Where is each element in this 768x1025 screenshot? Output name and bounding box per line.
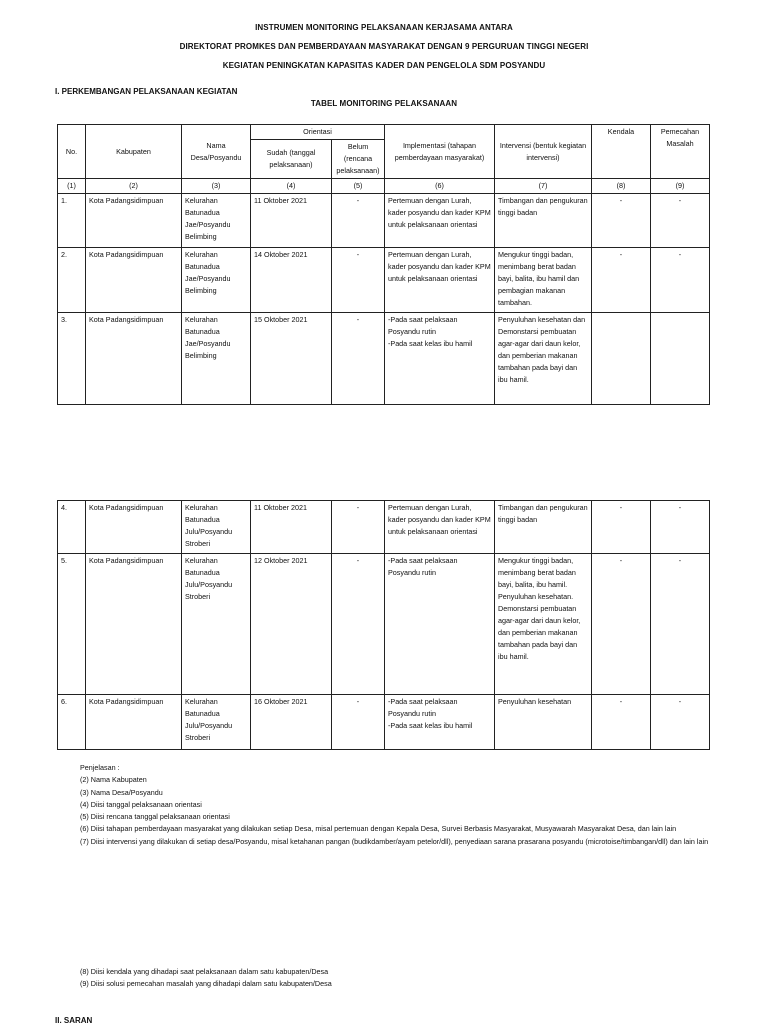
cell-kendala: - (592, 695, 651, 750)
cell-sudah: 15 Oktober 2021 (251, 313, 332, 405)
cell-pemecahan (651, 313, 710, 405)
cell-belum: - (332, 554, 385, 695)
cell-kabupaten: Kota Padangsidimpuan (86, 554, 182, 695)
doc-title-line-3: KEGIATAN PENINGKATAN KAPASITAS KADER DAN PENGELOLA SDM POSYANDU (222, 61, 546, 70)
cell-kendala: - (592, 194, 651, 248)
col-header-nama-desa: Nama Desa/Posyandu (182, 125, 251, 179)
col-number: (1) (58, 179, 86, 194)
column-number-row (58, 179, 710, 194)
cell-implementasi: -Pada saat pelaksaan Posyandu rutin -Pada saat kelas ibu hamil (385, 313, 495, 405)
notes-block-bottom (80, 966, 712, 991)
col-number: (4) (251, 179, 332, 194)
col-header-sudah: Sudah (tanggal pelaksanaan) (251, 140, 332, 179)
cell-pemecahan: - (651, 554, 710, 695)
cell-kendala: - (592, 554, 651, 695)
col-header-pemecahan: Pemecahan Masalah (651, 125, 710, 179)
cell-kabupaten: Kota Padangsidimpuan (86, 313, 182, 405)
cell-desa: Kelurahan Batunadua Julu/Posyandu Stroberi (182, 554, 251, 695)
col-header-implementasi: Implementasi (tahapan pemberdayaan masyarakat) (385, 125, 495, 179)
col-number: (8) (592, 179, 651, 194)
cell-no: 2. (58, 248, 86, 313)
cell-kabupaten: Kota Padangsidimpuan (86, 194, 182, 248)
notes-block (80, 762, 712, 848)
col-header-kendala: Kendala (592, 125, 651, 179)
cell-desa: Kelurahan Batunadua Jae/Posyandu Belimbing (182, 313, 251, 405)
cell-sudah: 11 Oktober 2021 (251, 501, 332, 554)
cell-implementasi: -Pada saat pelaksaan Posyandu rutin -Pada saat kelas ibu hamil (385, 695, 495, 750)
cell-kabupaten: Kota Padangsidimpuan (86, 501, 182, 554)
cell-kabupaten: Kota Padangsidimpuan (86, 248, 182, 313)
col-header-belum: Belum (rencana pelaksanaan) (332, 140, 385, 179)
col-number: (3) (182, 179, 251, 194)
note-item: (7) Diisi intervensi yang dilakukan di setiap desa/Posyandu, misal ketahanan pangan (budikdamber/ayam petelor/dll), penyediaan sarana prasarana posyandu (microtoise/timbangan/dll) dan lain lain (80, 836, 709, 846)
cell-pemecahan: - (651, 695, 710, 750)
table-row (58, 194, 710, 248)
note-item: (2) Nama Kabupaten (80, 775, 147, 785)
cell-no: 6. (58, 695, 86, 750)
col-number: (7) (495, 179, 592, 194)
cell-belum: - (332, 313, 385, 405)
cell-desa: Kelurahan Batunadua Jae/Posyandu Belimbing (182, 248, 251, 313)
col-number: (9) (651, 179, 710, 194)
cell-belum: - (332, 194, 385, 248)
cell-sudah: 16 Oktober 2021 (251, 695, 332, 750)
cell-implementasi: Pertemuan dengan Lurah, kader posyandu dan kader KPM untuk pelaksanaan orientasi (385, 248, 495, 313)
cell-no: 1. (58, 194, 86, 248)
note-item: (5) Diisi rencana tanggal pelaksanaan orientasi (80, 812, 230, 822)
cell-belum: - (332, 695, 385, 750)
cell-pemecahan: - (651, 248, 710, 313)
cell-intervensi: Mengukur tinggi badan, menimbang berat badan bayi, balita, ibu hamil dan pembagian makanan tambahan. (495, 248, 592, 313)
col-header-intervensi: Intervensi (bentuk kegiatan intervensi) (495, 125, 592, 179)
cell-kendala: - (592, 248, 651, 313)
cell-sudah: 14 Oktober 2021 (251, 248, 332, 313)
cell-kabupaten: Kota Padangsidimpuan (86, 695, 182, 750)
table-row (58, 248, 710, 313)
table-row (58, 554, 710, 695)
cell-intervensi: Penyuluhan kesehatan (495, 695, 592, 750)
cell-pemecahan: - (651, 194, 710, 248)
doc-title-line-1: INSTRUMEN MONITORING PELAKSANAAN KERJASAMA ANTARA (255, 23, 513, 32)
note-item: (8) Diisi kendala yang dihadapi saat pelaksanaan dalam satu kabupaten/Desa (80, 967, 329, 976)
table-row (58, 313, 710, 405)
note-item: (3) Nama Desa/Posyandu (80, 787, 163, 797)
col-number: (2) (86, 179, 182, 194)
cell-pemecahan: - (651, 501, 710, 554)
table-title: TABEL MONITORING PELAKSANAAN (310, 99, 458, 108)
cell-sudah: 11 Oktober 2021 (251, 194, 332, 248)
section-heading-1: I. PERKEMBANGAN PELAKSANAAN KEGIATAN (55, 87, 238, 96)
monitoring-table-part-1 (57, 124, 710, 405)
table-row (58, 695, 710, 750)
cell-kendala (592, 313, 651, 405)
cell-belum: - (332, 248, 385, 313)
col-number: (6) (385, 179, 495, 194)
cell-intervensi: Mengukur tinggi badan, menimbang berat badan bayi, balita, ibu hamil. Penyuluhan kesehatan. Demonstarsi pembuatan agar-agar dari daun kelor, dan pemberian makanan tambahan pada bayi dan ibu hamil. (495, 554, 592, 695)
cell-intervensi: Timbangan dan pengukuran tinggi badan (495, 194, 592, 248)
cell-intervensi: Penyuluhan kesehatan dan Demonstarsi pembuatan agar-agar dari daun kelor, dan pemberian makanan tambahan pada bayi dan ibu hamil. (495, 313, 592, 405)
cell-no: 5. (58, 554, 86, 695)
col-header-orientasi: Orientasi (251, 125, 385, 140)
cell-desa: Kelurahan Batunadua Julu/Posyandu Stroberi (182, 695, 251, 750)
note-item: (9) Diisi solusi pemecahan masalah yang dihadapi dalam satu kabupaten/Desa (80, 979, 332, 989)
note-item: (6) Diisi tahapan pemberdayaan masyarakat yang dilakukan setiap Desa, misal pertemuan dengan Kepala Desa, Survei Berbasis Masyarakat, Musyawarah Masyarakat Desa, dan lain lain (80, 824, 677, 834)
cell-implementasi: Pertemuan dengan Lurah, kader posyandu dan kader KPM untuk pelaksanaan orientasi (385, 501, 495, 554)
cell-belum: - (332, 501, 385, 554)
monitoring-table-part-2 (57, 500, 710, 750)
cell-no: 4. (58, 501, 86, 554)
cell-desa: Kelurahan Batunadua Julu/Posyandu Stroberi (182, 501, 251, 554)
cell-no: 3. (58, 313, 86, 405)
table-row (58, 501, 710, 554)
note-item: (4) Diisi tanggal pelaksanaan orientasi (80, 799, 202, 809)
cell-implementasi: Pertemuan dengan Lurah, kader posyandu dan kader KPM untuk pelaksanaan orientasi (385, 194, 495, 248)
cell-kendala: - (592, 501, 651, 554)
col-header-kabupaten: Kabupaten (86, 125, 182, 179)
cell-intervensi: Timbangan dan pengukuran tinggi badan (495, 501, 592, 554)
cell-sudah: 12 Oktober 2021 (251, 554, 332, 695)
cell-implementasi: -Pada saat pelaksaan Posyandu rutin (385, 554, 495, 695)
doc-title-line-2: DIREKTORAT PROMKES DAN PEMBERDAYAAN MASYARAKAT DENGAN 9 PERGURUAN TINGGI NEGERI (179, 42, 589, 51)
notes-title: Penjelasan : (80, 763, 120, 772)
cell-desa: Kelurahan Batunadua Jae/Posyandu Belimbing (182, 194, 251, 248)
col-number: (5) (332, 179, 385, 194)
col-header-no: No. (58, 125, 86, 179)
section-heading-2: II. SARAN (55, 1016, 93, 1025)
